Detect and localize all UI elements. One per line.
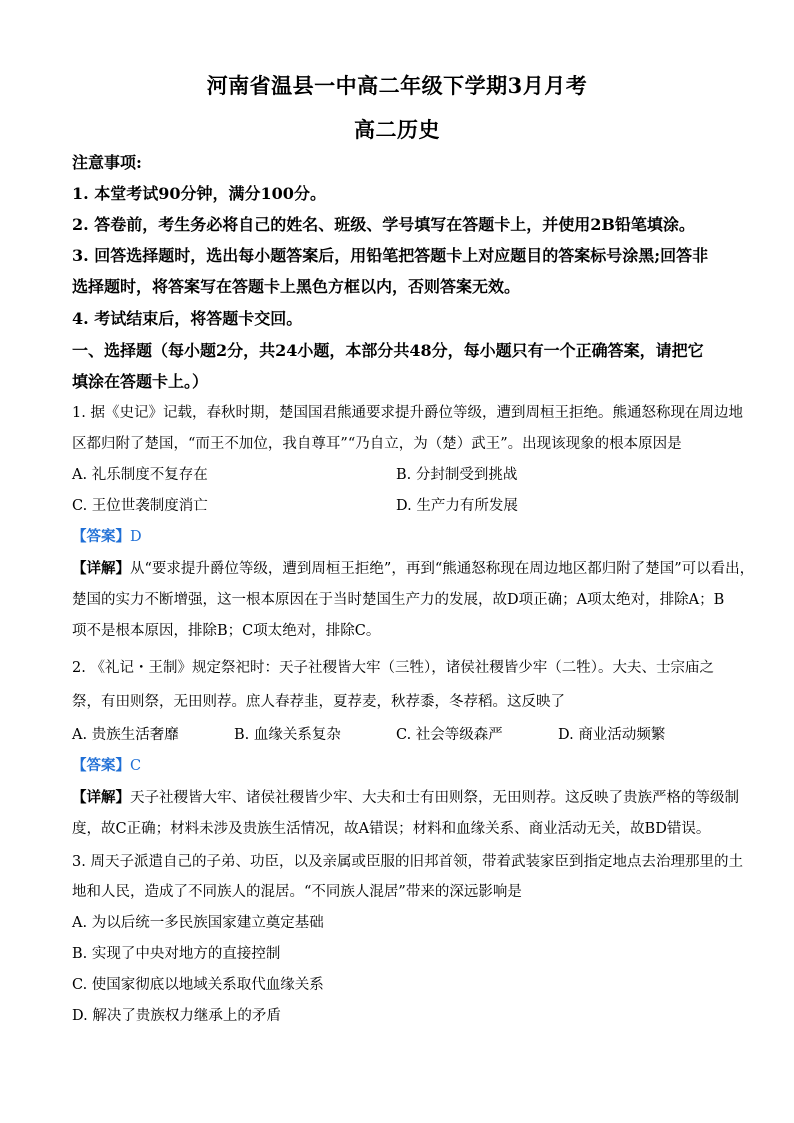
question-stem: 区都归附了楚国，“而王不加位，我自尊耳”“乃自立，为（楚）武王”。出现该现象的根本原因是 [72, 436, 682, 452]
section-heading: 一、选择题（每小题2分，共24小题，本部分共48分，每小题只有一个正确答案，请把它 [72, 341, 704, 360]
section-heading-cont: 填涂在答题卡上。） [72, 372, 209, 391]
detail-line [72, 557, 755, 578]
detail-text: 从“要求提升爵位等级，遭到周桓王拒绝”，再到“熊通怒称现在周边地区都归附了楚国”可以看出， [130, 561, 755, 577]
option-c: C. 王位世袭制度消亡 [72, 498, 208, 514]
notice-heading: 注意事项: [72, 153, 142, 172]
option-a: A. 礼乐制度不复存在 [72, 467, 208, 483]
answer-line [72, 754, 732, 775]
detail-text: 项不是根本原因，排除B；C项太绝对，排除C。 [72, 623, 381, 639]
answer-tag: 【答案】 [72, 528, 130, 545]
detail-text: 楚国的实力不断增强，这一根本原因在于当时楚国生产力的发展，故D项正确；A项太绝对，排除A；B [72, 592, 725, 608]
detail-tag: 【详解】 [72, 560, 130, 577]
exam-subject: 高二历史 [354, 117, 440, 142]
notice-item: 2. 答卷前，考生务必将自己的姓名、班级、学号填写在答题卡上，并使用2B铅笔填涂。 [72, 215, 695, 234]
question-stem: 祭，有田则祭，无田则荐。庶人春荐韭，夏荐麦，秋荐黍，冬荐稻。这反映了 [72, 694, 565, 710]
notice-item: 3. 回答选择题时，选出每小题答案后，用铅笔把答题卡上对应题目的答案标号涂黑;回答非 [72, 246, 709, 265]
option-d: D. 商业活动频繁 [558, 727, 666, 743]
notice-item: 选择题时，将答案写在答题卡上黑色方框以内，否则答案无效。 [72, 277, 521, 296]
notice-item: 4. 考试结束后，将答题卡交回。 [72, 309, 303, 328]
question-stem: 地和人民，造成了不同族人的混居。“不同族人混居”带来的深远影响是 [72, 884, 522, 900]
detail-tag: 【详解】 [72, 789, 130, 806]
detail-text: 天子社稷皆大牢、诸侯社稷皆少牢、大夫和士有田则祭，无田则荐。这反映了贵族严格的等级制 [130, 790, 739, 806]
option-d: D. 解决了贵族权力继承上的矛盾 [72, 1008, 281, 1024]
question-stem: 3. 周天子派遣自己的子弟、功臣，以及亲属或臣服的旧邦首领，带着武装家臣到指定地点去治理那里的土 [72, 854, 743, 870]
notice-item: 1. 本堂考试90分钟，满分100分。 [72, 184, 326, 203]
question-stem: 1. 据《史记》记载，春秋时期，楚国国君熊通要求提升爵位等级，遭到周桓王拒绝。熊通怒称现在周边地 [72, 405, 743, 421]
question-stem: 2. 《礼记・王制》规定祭祀时：天子社稷皆大牢（三牲），诸侯社稷皆少牢（二牲）。大夫、士宗庙之 [72, 660, 714, 676]
answer-line [72, 525, 732, 546]
option-a: A. 贵族生活奢靡 [72, 727, 179, 743]
option-b: B. 分封制受到挑战 [396, 467, 518, 483]
option-b: B. 实现了中央对地方的直接控制 [72, 946, 281, 962]
option-d: D. 生产力有所发展 [396, 498, 518, 514]
exam-title: 河南省温县一中高二年级下学期3月月考 [206, 73, 588, 98]
option-c: C. 使国家彻底以地域关系取代血缘关系 [72, 977, 324, 993]
option-c: C. 社会等级森严 [396, 727, 503, 743]
answer-value: D [130, 529, 142, 545]
detail-line [72, 786, 739, 807]
option-b: B. 血缘关系复杂 [234, 727, 341, 743]
option-a: A. 为以后统一多民族国家建立奠定基础 [72, 915, 324, 931]
answer-tag: 【答案】 [72, 757, 130, 774]
answer-value: C [130, 758, 142, 774]
detail-text: 度，故C正确；材料未涉及贵族生活情况，故A错误；材料和血缘关系、商业活动无关，故BD错误。 [72, 821, 711, 837]
